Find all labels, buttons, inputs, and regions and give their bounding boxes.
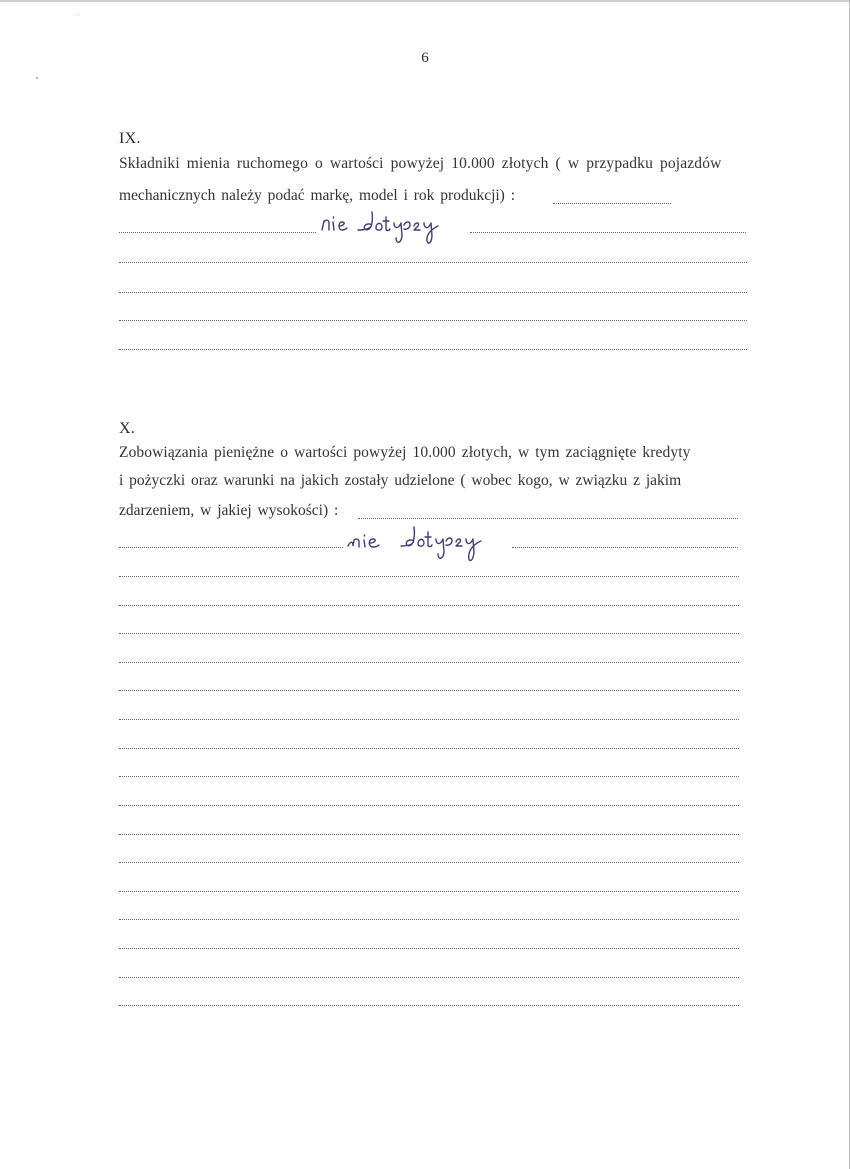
handwritten-nie-dotyczy-signature	[345, 522, 510, 570]
section-x-blank-line	[119, 834, 739, 835]
section-ix-heading: IX.	[119, 130, 141, 147]
section-x-blank-line	[119, 919, 739, 920]
section-ix-blank-line	[119, 349, 747, 350]
section-x-blank-line	[119, 605, 739, 606]
section-x-blank-line	[119, 690, 739, 691]
section-ix-blank-line	[119, 320, 747, 321]
section-ix-handwritten-answer	[318, 208, 468, 248]
section-x-blank-line	[119, 948, 739, 949]
section-x-blank-line	[119, 748, 739, 749]
section-x-text-line-2: i pożyczki oraz warunki na jakich zostały udzielone ( wobec kogo, w związku z jakim	[119, 472, 682, 489]
section-ix-answer-line-tail	[470, 232, 746, 233]
section-x-blank-line	[119, 862, 739, 863]
section-x-text-line-3: zdarzeniem, w jakiej wysokości) :	[119, 502, 339, 519]
section-ix-blank-line	[119, 262, 747, 263]
section-x-handwritten-answer	[345, 522, 510, 562]
scan-top-edge	[0, 0, 850, 2]
section-x-blank-line	[119, 776, 739, 777]
section-x-blank-line	[119, 576, 739, 577]
section-x-blank-line	[119, 805, 739, 806]
section-x-blank-line	[119, 719, 739, 720]
section-x-blank-line	[119, 977, 739, 978]
section-x-blank-line	[119, 633, 739, 634]
page-number: 6	[421, 50, 429, 66]
section-ix-text-line-1: Składniki mienia ruchomego o wartości powyżej 10.000 złotych ( w przypadku pojazdów	[119, 155, 722, 172]
handwritten-nie-dotyczy-signature	[318, 208, 468, 253]
section-ix-text-line-2: mechanicznych należy podać markę, model i rok produkcji) :	[119, 187, 516, 204]
section-ix-answer-line-lead	[553, 203, 671, 204]
section-ix-answer-line	[119, 232, 316, 233]
section-x-heading: X.	[119, 420, 136, 437]
scan-speck	[36, 77, 38, 79]
section-x-blank-line	[119, 662, 739, 663]
section-x-answer-line-tail	[512, 547, 738, 548]
section-x-blank-line	[119, 1005, 739, 1006]
section-ix-blank-line	[119, 292, 747, 293]
section-x-answer-line-lead	[358, 518, 738, 519]
section-x-blank-line	[119, 891, 739, 892]
section-x-answer-line	[119, 547, 343, 548]
scan-speck	[78, 14, 79, 15]
section-x-text-line-1: Zobowiązania pieniężne o wartości powyżej 10.000 złotych, w tym zaciągnięte kredyty	[119, 444, 691, 461]
